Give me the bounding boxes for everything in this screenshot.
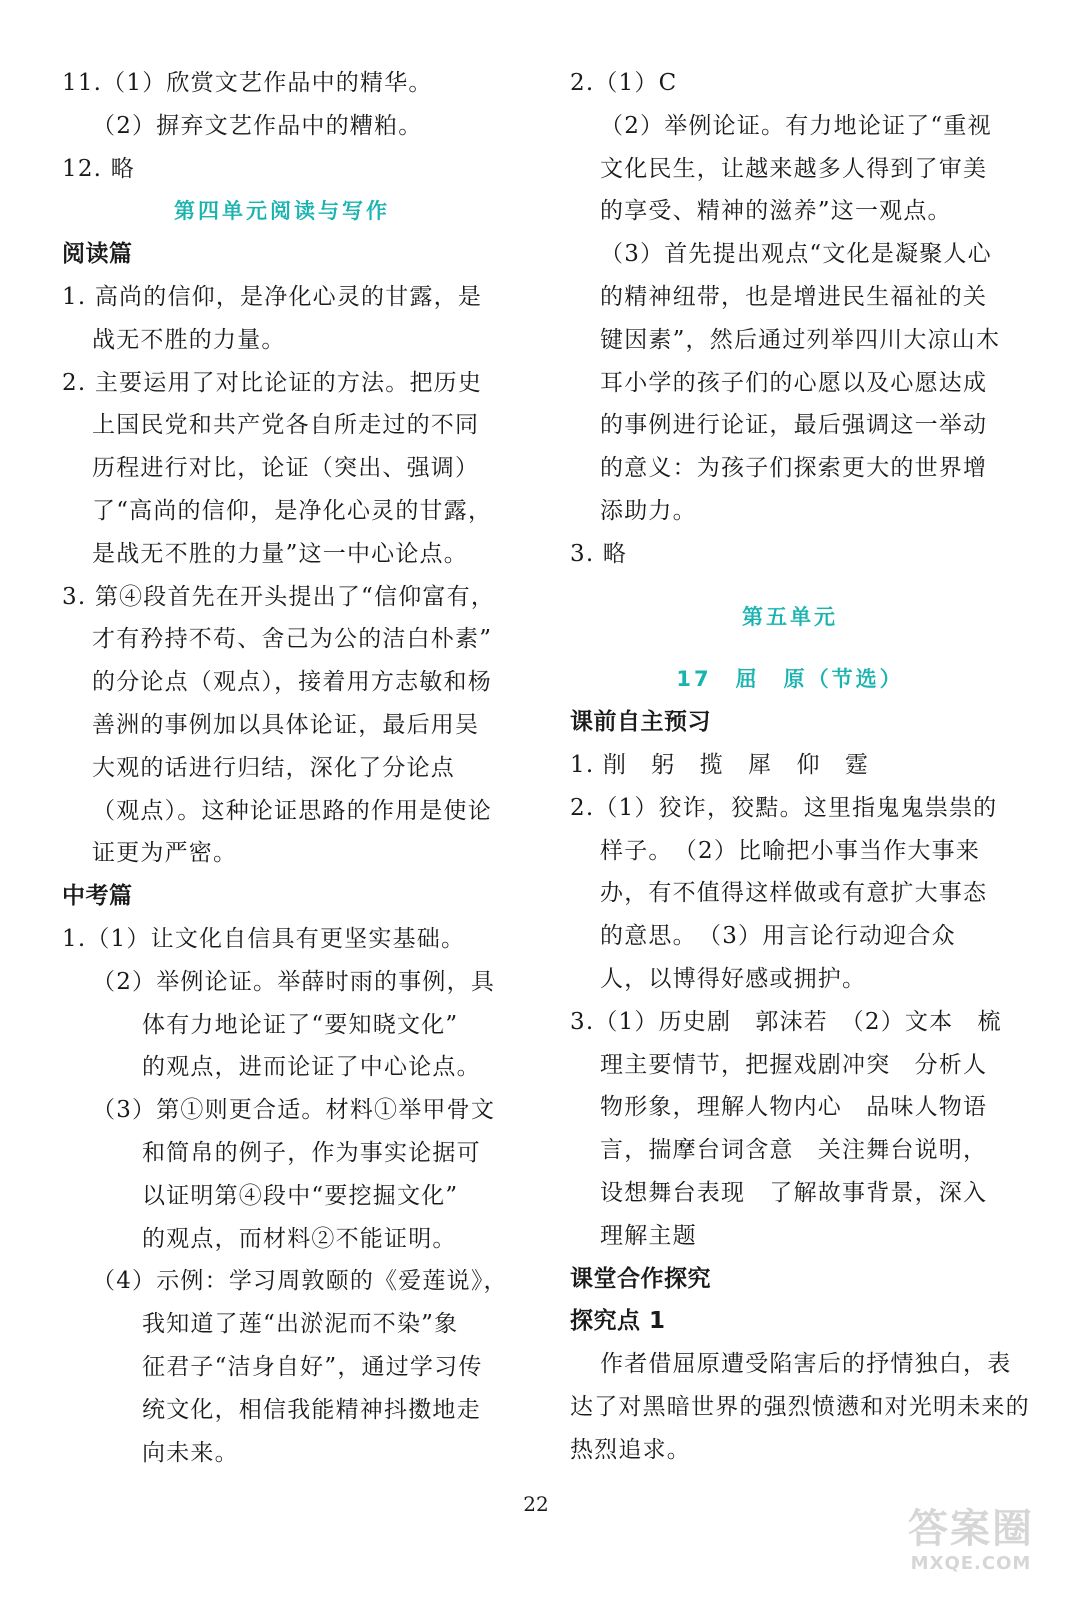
text-line: 达了对黑暗世界的强烈愤懑和对光明未来的: [570, 1393, 1030, 1420]
text-line: 3. 略: [570, 540, 628, 567]
text-line: 2.（1）狡诈，狡黠。这里指鬼鬼祟祟的: [570, 794, 998, 821]
text-line: 文化民生，让越来越多人得到了审美: [600, 155, 988, 182]
watermark-title: 答案圈: [908, 1506, 1034, 1552]
text-line: 统文化，相信我能精神抖擞地走: [142, 1396, 481, 1423]
watermark-site: MXQE.COM: [910, 1553, 1032, 1574]
page-number: 22: [523, 1492, 549, 1516]
text-line: （4）示例：学习周敦颐的《爱莲说》，: [92, 1268, 508, 1295]
text-line: 2. 主要运用了对比论证的方法。把历史: [62, 369, 483, 396]
section-heading: 阅读篇: [62, 241, 133, 268]
text-line: 的分论点（观点），接着用方志敏和杨: [92, 669, 492, 696]
text-line: 历程进行对比，论证（突出、强调）: [92, 455, 480, 482]
text-line: 证更为严密。: [92, 840, 238, 867]
text-line: （3）第①则更合适。材料①举甲骨文: [92, 1097, 496, 1124]
text-line: 热烈追求。: [570, 1436, 691, 1463]
text-line: （2）举例论证。有力地论证了“重视: [600, 112, 992, 139]
text-line: 我知道了莲“出淤泥而不染”象: [142, 1311, 459, 1338]
text-line: 12. 略: [62, 155, 135, 182]
unit-title: 17 屈 原（节选）: [676, 667, 904, 692]
text-line: 了“高尚的信仰，是净化心灵的甘露，: [92, 497, 493, 524]
section-heading: 课前自主预习: [570, 709, 711, 736]
text-line: 11.（1）欣赏文艺作品中的精华。: [62, 70, 433, 96]
text-line: 理主要情节，把握戏剧冲突 分析人: [600, 1051, 988, 1078]
unit-title: 第五单元: [742, 604, 838, 629]
text-line: 才有矜持不苟、舍己为公的洁白朴素”: [92, 626, 493, 653]
text-line: 1. 高尚的信仰，是净化心灵的甘露，是: [62, 283, 483, 310]
text-line: （2）举例论证。举薛时雨的事例，具: [92, 968, 496, 995]
text-line: 的事例进行论证，最后强调这一举动: [600, 412, 988, 439]
text-line: 善洲的事例加以具体论证，最后用吴: [92, 711, 480, 738]
spacer: [570, 638, 1010, 658]
left-column: [62, 62, 508, 1474]
text-line: 人，以博得好感或拥护。: [600, 965, 867, 992]
text-line: 物形象，理解人物内心 品味人物语: [600, 1094, 988, 1121]
text-line: 的观点，进而论证了中心论点。: [142, 1054, 481, 1081]
text-line: 的精神纽带，也是增进民生福祉的关: [600, 283, 988, 310]
text-line: 添助力。: [600, 497, 697, 524]
unit-title: 第四单元阅读与写作: [174, 199, 390, 224]
text-line: 办，有不值得这样做或有意扩大事态: [600, 880, 988, 907]
text-line: 体有力地论证了“要知晓文化”: [142, 1011, 459, 1038]
text-line: 以证明第④段中“要挖掘文化”: [142, 1182, 459, 1209]
text-line: 上国民党和共产党各自所走过的不同: [92, 412, 480, 439]
text-line: 是战无不胜的力量”这一中心论点。: [92, 540, 468, 567]
watermark-logo: [896, 1505, 1046, 1585]
text-line: 理解主题: [600, 1222, 697, 1249]
text-line: 向未来。: [142, 1439, 239, 1466]
text-line: 大观的话进行归结，深化了分论点: [92, 754, 455, 781]
text-line: 耳小学的孩子们的心愿以及心愿达成: [600, 369, 988, 396]
text-line: （观点）。这种论证思路的作用是使论: [92, 797, 492, 824]
text-line: 言，揣摩台词含意 关注舞台说明，: [600, 1137, 988, 1164]
text-line: 战无不胜的力量。: [92, 326, 286, 353]
text-line: 3. 第④段首先在开头提出了“信仰富有，: [62, 583, 496, 610]
spacer: [570, 576, 1010, 596]
text-line: 设想舞台表现 了解故事背景，深入: [600, 1179, 988, 1206]
text-line: 样子。 （2）比喻把小事当作大事来: [600, 837, 981, 864]
right-column: [570, 62, 1030, 1472]
text-line: 和简帛的例子，作为事实论据可: [142, 1139, 481, 1166]
text-line: 3.（1）历史剧 郭沫若 （2）文本 梳: [570, 1008, 1002, 1035]
text-line: 1.（1）让文化自信具有更坚实基础。: [62, 925, 466, 952]
text-line: 的意思。 （3）用言论行动迎合众: [600, 923, 956, 950]
text-line: 征君子“洁身自好”，通过学习传: [142, 1353, 483, 1380]
text-line: 1. 削 躬 揽 犀 仰 霆: [570, 751, 870, 778]
text-line: 的观点，而材料②不能证明。: [142, 1225, 457, 1252]
section-heading: 探究点 1: [570, 1308, 666, 1335]
text-line: 作者借屈原遭受陷害后的抒情独白，表: [600, 1351, 1012, 1378]
text-line: （2）摒弃文艺作品中的糟粕。: [92, 112, 423, 139]
section-heading: 中考篇: [62, 883, 133, 910]
text-line: 键因素”，然后通过列举四川大凉山木: [600, 326, 1001, 353]
text-line: （3）首先提出观点“文化是凝聚人心: [600, 241, 992, 268]
text-line: 的享受、精神的滋养”这一观点。: [600, 198, 952, 225]
text-line: 的意义：为孩子们探索更大的世界增: [600, 455, 988, 482]
section-heading: 课堂合作探究: [570, 1265, 711, 1292]
text-line: 2.（1）C: [570, 70, 678, 96]
